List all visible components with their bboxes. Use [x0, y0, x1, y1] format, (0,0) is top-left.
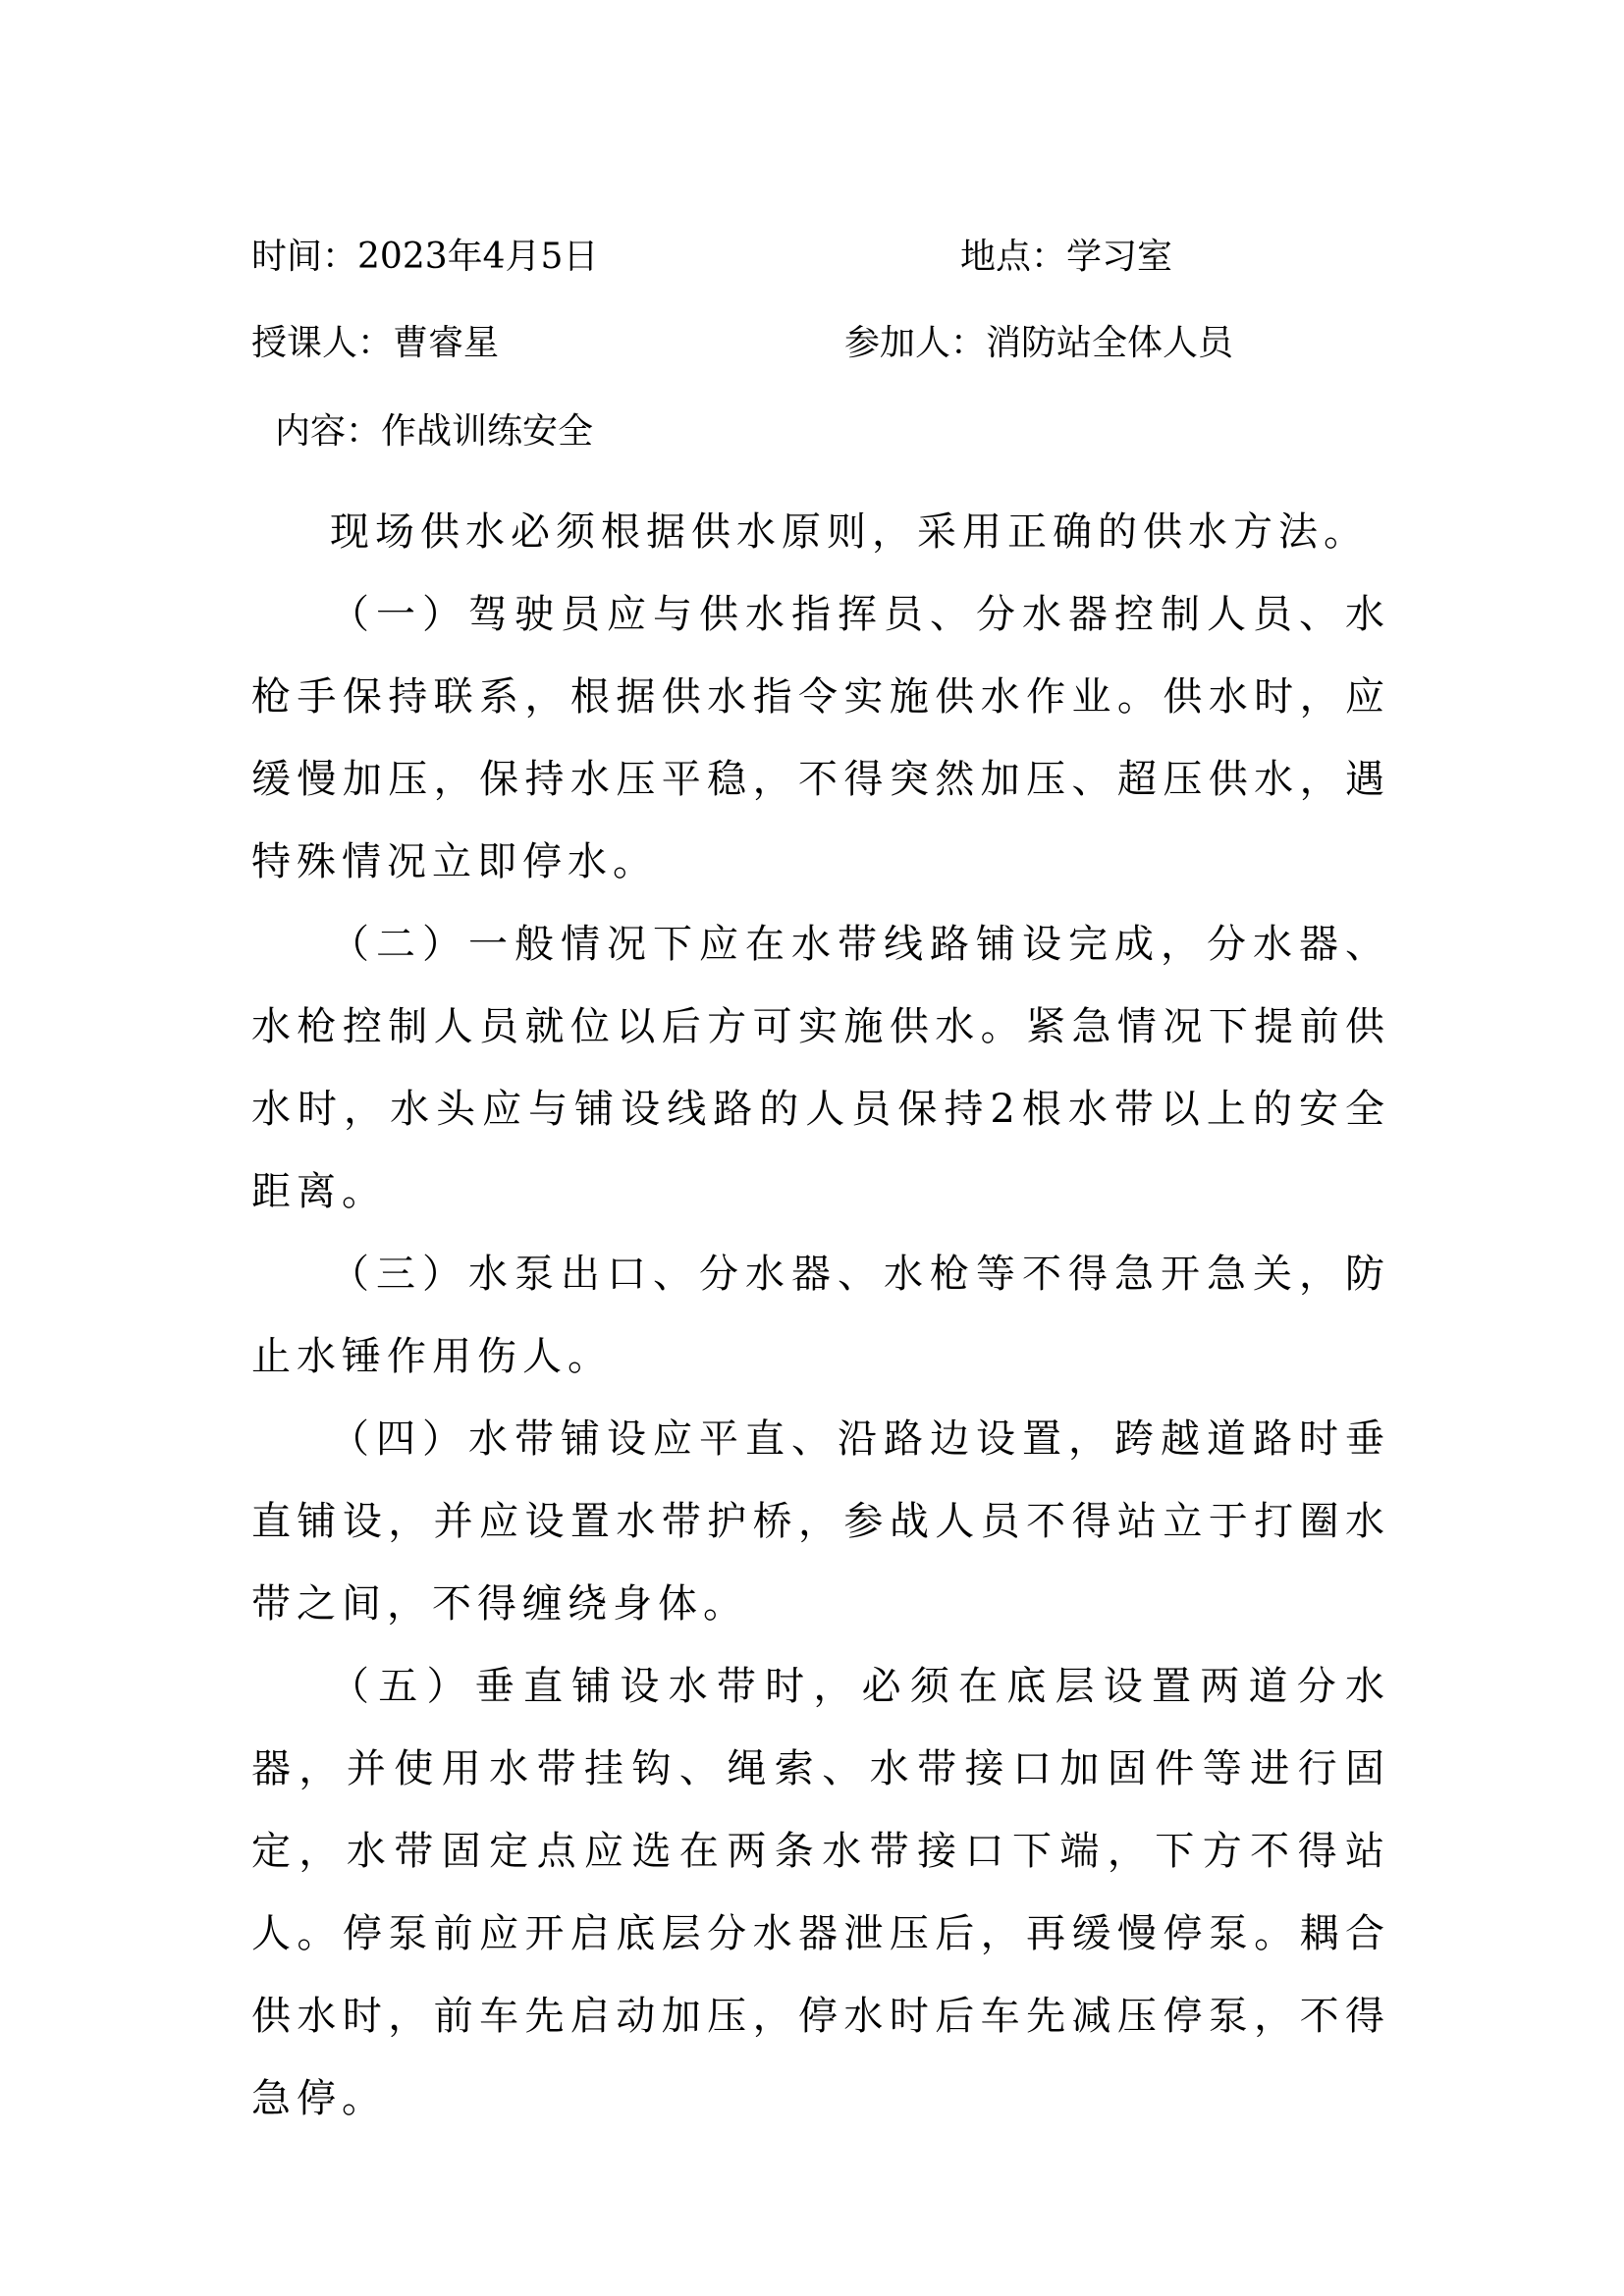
place-label: 地点： — [960, 237, 1067, 277]
paragraph-item-2: （二）一般情况下应在水带线路铺设完成，分水器、水枪控制人员就位以后方可实施供水。紧急情况下提前供水时，水头应与铺设线路的人员保持2根水带以上的安全距离。 — [251, 922, 1390, 1214]
time-row — [251, 234, 598, 281]
attendees-label: 参加人： — [844, 323, 987, 363]
lecturer-label: 授课人： — [251, 323, 394, 363]
paragraph-item-3: （三）水泵出口、分水器、水枪等不得急开急关，防止水锤作用伤人。 — [251, 1252, 1390, 1379]
content-value: 作战训练安全 — [381, 411, 594, 452]
lecturer-value: 曹睿星 — [393, 323, 500, 363]
place-row — [960, 234, 1172, 281]
paragraph-intro: 现场供水必须根据供水原则，采用正确的供水方法。 — [330, 509, 1369, 555]
paragraph-item-4: （四）水带铺设应平直、沿路边设置，跨越道路时垂直铺设，并应设置水带护桥，参战人员不得站立于打圈水带之间，不得缠绕身体。 — [251, 1416, 1390, 1627]
place-value: 学习室 — [1066, 237, 1173, 277]
paragraph-item-1: （一）驾驶员应与供水指挥员、分水器控制人员、水枪手保持联系，根据供水指令实施供水作业。供水时，应缓慢加压，保持水压平稳，不得突然加压、超压供水，遇特殊情况立即停水。 — [251, 592, 1390, 884]
document-body — [251, 491, 1390, 2140]
time-value: 2023年4月5日 — [357, 237, 599, 277]
lecturer-row — [251, 320, 499, 367]
content-label: 内容： — [275, 411, 382, 452]
attendees-row — [844, 320, 1233, 367]
time-label: 时间： — [251, 237, 358, 277]
paragraph-item-5: （五）垂直铺设水带时，必须在底层设置两道分水器，并使用水带挂钩、绳索、水带接口加固件等进行固定，水带固定点应选在两条水带接口下端，下方不得站人。停泵前应开启底层分水器泄压后，再缓慢停泵。耦合供水时，前车先启动加压，停水时后车先减压停泵，不得急停。 — [251, 1664, 1390, 2121]
content-row — [275, 408, 593, 455]
attendees-value: 消防站全体人员 — [986, 323, 1234, 363]
